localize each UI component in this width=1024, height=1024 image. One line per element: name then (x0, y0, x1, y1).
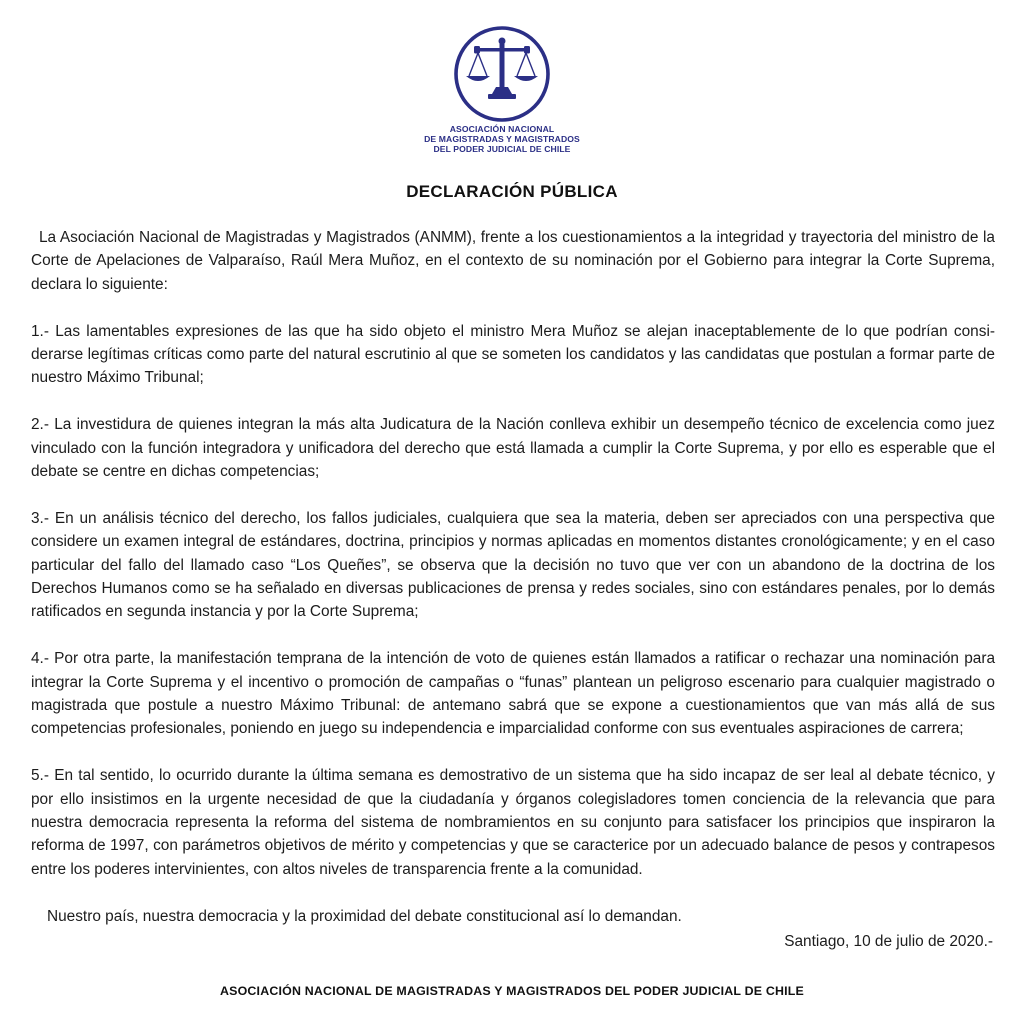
point-3-paragraph: 3.- En un análisis técnico del derecho, los fallos judiciales, cualquiera que sea la materia, deben ser apreciados con una perspectiva que considere un examen integral de estándares, doctrina, principios y normas aplicadas en momentos distantes cronológicamente; y en el caso particular del fallo del llamado caso “Los Queñes”, se observa que la decisión no tuvo que ver con un abandono de la doctrina de los Derechos Humanos como se ha señalado en diversas publicaciones de prensa y redes sociales, sino con estándares penales, por lo demás ratificados en segunda instancia y por la Corte Suprema; (31, 509, 995, 621)
footer-org-name: ASOCIACIÓN NACIONAL DE MAGISTRADAS Y MAGISTRADOS DEL PODER JUDICIAL DE CHILE (219, 984, 805, 998)
closing-paragraph: Nuestro país, nuestra democracia y la proximidad del debate constitucional así lo demandan. (47, 907, 682, 925)
point-2-paragraph: 2.- La investidura de quienes integran la más alta Judicatura de la Nación conlleva exhibir un desempeño técnico de excelencia como juez vinculado con la función integradora y unificadora del derecho que está llamada a cumplir la Corte Suprema, y por ello es esperable que el debate se centre en dichas competencias; (31, 416, 995, 481)
document-body (31, 226, 995, 928)
document-title: DECLARACIÓN PÚBLICA (406, 182, 618, 201)
point-5-paragraph: 5.- En tal sentido, lo ocurrido durante la última semana es demostrativo de un sistema que ha sido incapaz de ser leal al debate técnico, y por ello insistimos en la urgente necesidad de que la ciudadanía y órganos colegisladores tomen conciencia de la relevancia que para nuestra democracia representa la reforma del sistema de nombramientos en su conjunto para satisfacer los principios que inspiraron la reforma de 1997, con parámetros objetivos de mérito y competencias y que se caracterice por un adecuado balance de pesos y contrapesos entre los poderes intervinientes, con altos niveles de transparencia frente a la comunidad. (31, 767, 995, 878)
intro-paragraph: La Asociación Nacional de Magistradas y Magistrados (ANMM), frente a los cuestionamientos a la integridad y trayectoria del ministro de la Corte de Apelaciones de Valparaíso, Raúl Mera Muñoz, en el contexto de su nominación por el Gobierno para integrar la Corte Suprema, declara lo siguiente: (31, 229, 995, 293)
org-line-1: ASOCIACIÓN NACIONAL (449, 124, 555, 134)
organization-name-block (402, 124, 602, 154)
point-1-paragraph: 1.- Las lamentables expresiones de las que ha sido objeto el ministro Mera Muñoz se alejan inaceptablemente de lo que podrían considerarse legítimas críticas como parte del natural escrutinio al que se someten los candidatos y las candidatas que postulan a formar parte de nuestro Máximo Tribunal; (31, 322, 995, 387)
date-line: Santiago, 10 de julio de 2020.- (784, 933, 993, 950)
point-4-paragraph: 4.- Por otra parte, la manifestación temprana de la intención de voto de quienes están llamados a ratificar o rechazar una nominación para integrar la Corte Suprema y el incentivo o promoción de campañas o “funas” plantean un peligroso escenario para cualquier magistrado o magistrada que postule a nuestro Máximo Tribunal: de antemano sabrá que se expone a cuestionamientos que van más allá de sus competencias profesionales, poniendo en juego su independencia e imparcialidad conforme con sus eventuales aspiraciones de carrera; (31, 650, 995, 738)
org-line-2: DE MAGISTRADAS Y MAGISTRADOS (424, 134, 580, 144)
org-line-3: DEL PODER JUDICIAL DE CHILE (433, 144, 571, 154)
scales-of-justice-icon (452, 24, 552, 124)
